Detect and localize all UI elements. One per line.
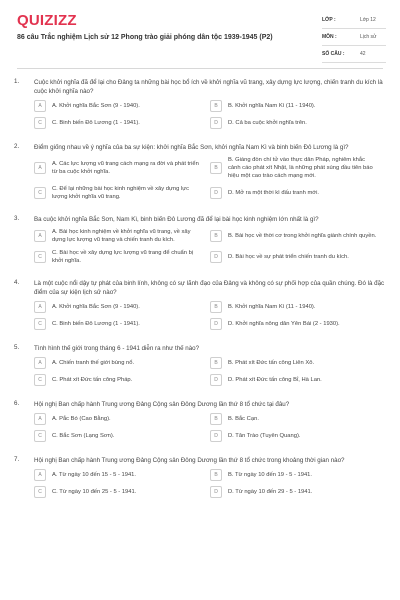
question-text: Là một cuộc nổi dậy tự phát của binh lính, không có sự lãnh đạo của Đảng và không có sự phối hợp của quần chúng. Đó là đặc điểm của sự kiện lịch sử nào?	[34, 280, 385, 296]
answer-option-c[interactable]	[34, 318, 210, 330]
meta-label: LỚP :	[322, 17, 336, 23]
meta-value: Lịch sử	[360, 34, 377, 40]
answer-option-b[interactable]	[210, 301, 386, 313]
option-letter-box[interactable]: A	[34, 230, 46, 242]
option-letter-box[interactable]: C	[34, 318, 46, 330]
option-text: B. Khởi nghĩa Nam Kì (11 - 1940).	[228, 304, 316, 310]
answer-option-a[interactable]	[34, 357, 210, 369]
option-letter-box[interactable]: A	[34, 357, 46, 369]
question-item	[0, 344, 400, 391]
option-letter-box[interactable]: D	[210, 374, 222, 386]
answer-option-a[interactable]	[34, 301, 210, 313]
meta-label: SỐ CÂU :	[322, 51, 345, 57]
option-text: A. Các lực lượng vũ trang cách mạng ra đời và phát triển từ ba cuộc khởi nghĩa.	[52, 161, 199, 175]
question-number: 1.	[14, 78, 20, 85]
question-text: Hội nghị Ban chấp hành Trung ương Đảng Cộng sản Đông Dương lần thứ 8 tổ chức tại đâu?	[34, 401, 290, 408]
option-letter-box[interactable]: A	[34, 469, 46, 481]
answer-option-c[interactable]	[34, 249, 210, 265]
answer-option-d[interactable]	[210, 318, 386, 330]
option-letter-box[interactable]: A	[34, 100, 46, 112]
answer-option-d[interactable]	[210, 430, 386, 442]
question-number: 5.	[14, 344, 20, 351]
option-text: A. Chiến tranh thế giới bùng nổ.	[52, 360, 135, 366]
option-letter-box[interactable]: A	[34, 301, 46, 313]
answer-option-d[interactable]	[210, 374, 386, 386]
question-number: 6.	[14, 400, 20, 407]
option-text: B. Bài học về thời cơ trong khởi nghĩa giành chính quyền.	[228, 233, 377, 239]
answer-options	[34, 357, 386, 391]
option-letter-box[interactable]: D	[210, 318, 222, 330]
document-header	[0, 0, 400, 68]
answer-option-d[interactable]	[210, 185, 386, 201]
option-text: A. Bài học kinh nghiệm về khởi nghĩa vũ trang, về xây dựng lực lượng vũ trang và chiến tranh du kích.	[52, 229, 191, 243]
option-letter-box[interactable]: A	[34, 413, 46, 425]
answer-option-a[interactable]	[34, 100, 210, 112]
quizizz-logo: QUIZIZZ	[17, 12, 77, 29]
question-text: Ba cuộc khởi nghĩa Bắc Sơn, Nam Kì, binh biến Đô Lương đã để lại bài học kinh nghiệm lớn nhất là gì?	[34, 216, 319, 223]
option-text: C. Từ ngày 10 đến 25 - 5 - 1941.	[52, 489, 137, 495]
option-text: B. Giáng đòn chí tử vào thực dân Pháp, nghiêm khắc cảnh cáo phát xít Nhật, là những phát súng đầu tiên báo hiệu một cao trào cách mạng mới.	[228, 157, 373, 179]
question-item	[0, 279, 400, 335]
option-letter-box[interactable]: D	[210, 187, 222, 199]
option-letter-box[interactable]: C	[34, 486, 46, 498]
answer-option-c[interactable]	[34, 185, 210, 201]
meta-value: 42	[360, 51, 366, 57]
header-divider	[17, 68, 383, 69]
answer-option-b[interactable]	[210, 469, 386, 481]
option-text: D. Phát xít Đức tấn công Bỉ, Hà Lan.	[228, 377, 322, 383]
option-text: A. Khởi nghĩa Bắc Sơn (9 - 1940).	[52, 103, 140, 109]
option-text: D. Bài học về sự phát triển chiến tranh du kích.	[228, 254, 349, 260]
option-letter-box[interactable]: B	[210, 230, 222, 242]
question-text: Hội nghị Ban chấp hành Trung ương Đảng Cộng sản Đông Dương lần thứ 8 tổ chức trong khoảng thời gian nào?	[34, 457, 345, 464]
option-text: B. Bắc Cạn.	[228, 416, 259, 422]
option-text: D. Từ ngày 10 đến 29 - 5 - 1941.	[228, 489, 313, 495]
meta-value: Lớp 12	[360, 17, 376, 23]
question-text: Cuộc khởi nghĩa đã để lại cho Đảng ta những bài học bổ ích về khởi nghĩa vũ trang, xây dựng lực lượng, chiến tranh du kích là cuộc khởi nghĩa nào?	[34, 79, 383, 95]
option-letter-box[interactable]: B	[210, 301, 222, 313]
answer-option-b[interactable]	[210, 413, 386, 425]
option-text: B. Từ ngày 10 đến 19 - 5 - 1941.	[228, 472, 313, 478]
option-letter-box[interactable]: B	[210, 413, 222, 425]
option-letter-box[interactable]: D	[210, 251, 222, 263]
option-letter-box[interactable]: C	[34, 117, 46, 129]
option-letter-box[interactable]: C	[34, 430, 46, 442]
option-text: D. Mở ra một thời kì đấu tranh mới.	[228, 190, 319, 196]
option-text: C. Binh biến Đô Lương (1 - 1941).	[52, 321, 140, 327]
option-text: A. Từ ngày 10 đến 15 - 5 - 1941.	[52, 472, 137, 478]
answer-option-a[interactable]	[34, 228, 210, 244]
answer-option-a[interactable]	[34, 469, 210, 481]
answer-options	[34, 156, 386, 206]
option-text: C. Bắc Sơn (Lạng Sơn).	[52, 433, 115, 439]
option-text: C. Bài học về xây dựng lực lượng vũ trang để chuẩn bị khởi nghĩa.	[52, 250, 194, 264]
option-text: D. Tân Trào (Tuyên Quang).	[228, 433, 301, 439]
option-letter-box[interactable]: B	[210, 162, 222, 174]
answer-option-d[interactable]	[210, 249, 386, 265]
option-text: D. Khởi nghĩa nông dân Yên Bái (2 - 1930).	[228, 321, 340, 327]
option-letter-box[interactable]: B	[210, 469, 222, 481]
answer-option-d[interactable]	[210, 117, 386, 129]
question-item	[0, 215, 400, 270]
question-item	[0, 143, 400, 206]
answer-options	[34, 100, 386, 134]
answer-option-b[interactable]	[210, 357, 386, 369]
meta-row-subject	[322, 29, 386, 46]
option-letter-box[interactable]: C	[34, 187, 46, 199]
option-text: A. Pắc Bó (Cao Bằng).	[52, 416, 111, 422]
question-item	[0, 78, 400, 134]
option-letter-box[interactable]: D	[210, 486, 222, 498]
option-letter-box[interactable]: D	[210, 430, 222, 442]
answer-option-b[interactable]	[210, 156, 386, 180]
question-number: 7.	[14, 456, 20, 463]
meta-label: MÔN :	[322, 34, 337, 40]
answer-option-a[interactable]	[34, 156, 210, 180]
page-title: 86 câu Trắc nghiệm Lịch sử 12 Phong trào giải phóng dân tộc 1939-1945 (P2)	[17, 34, 273, 41]
question-item	[0, 400, 400, 447]
option-text: C. Phát xít Đức tấn công Pháp.	[52, 377, 133, 383]
answer-options	[34, 228, 386, 270]
option-text: D. Cả ba cuộc khởi nghĩa trên.	[228, 120, 307, 126]
option-text: B. Phát xít Đức tấn công Liên Xô.	[228, 360, 315, 366]
question-text: Điểm giống nhau về ý nghĩa của ba sự kiện: khởi nghĩa Bắc Sơn, khởi nghĩa Nam Kì và binh biến Đô Lương là gì?	[34, 144, 349, 151]
meta-row-count	[322, 46, 386, 63]
meta-row-class	[322, 12, 386, 29]
option-text: C. Binh biến Đô Lương (1 - 1941).	[52, 120, 140, 126]
question-list	[0, 78, 400, 512]
answer-options	[34, 413, 386, 447]
question-number: 2.	[14, 143, 20, 150]
answer-option-c[interactable]	[34, 486, 210, 498]
answer-option-c[interactable]	[34, 117, 210, 129]
answer-options	[34, 469, 386, 503]
answer-option-b[interactable]	[210, 100, 386, 112]
option-text: C. Để lại những bài học kinh nghiệm về xây dựng lực lượng khởi nghĩa vũ trang.	[52, 186, 189, 200]
answer-option-b[interactable]	[210, 228, 386, 244]
answer-option-d[interactable]	[210, 486, 386, 498]
question-number: 4.	[14, 279, 20, 286]
option-letter-box[interactable]: C	[34, 251, 46, 263]
answer-options	[34, 301, 386, 335]
answer-option-c[interactable]	[34, 374, 210, 386]
option-letter-box[interactable]: B	[210, 100, 222, 112]
option-letter-box[interactable]: C	[34, 374, 46, 386]
question-text: Tình hình thế giới trong tháng 6 - 1941 diễn ra như thế nào?	[34, 345, 200, 352]
meta-info-box	[322, 12, 386, 63]
option-letter-box[interactable]: A	[34, 162, 46, 174]
option-text: A. Khởi nghĩa Bắc Sơn (9 - 1940).	[52, 304, 140, 310]
option-text: B. Khởi nghĩa Nam Kì (11 - 1940).	[228, 103, 316, 109]
question-number: 3.	[14, 215, 20, 222]
option-letter-box[interactable]: B	[210, 357, 222, 369]
option-letter-box[interactable]: D	[210, 117, 222, 129]
question-item	[0, 456, 400, 503]
answer-option-c[interactable]	[34, 430, 210, 442]
answer-option-a[interactable]	[34, 413, 210, 425]
